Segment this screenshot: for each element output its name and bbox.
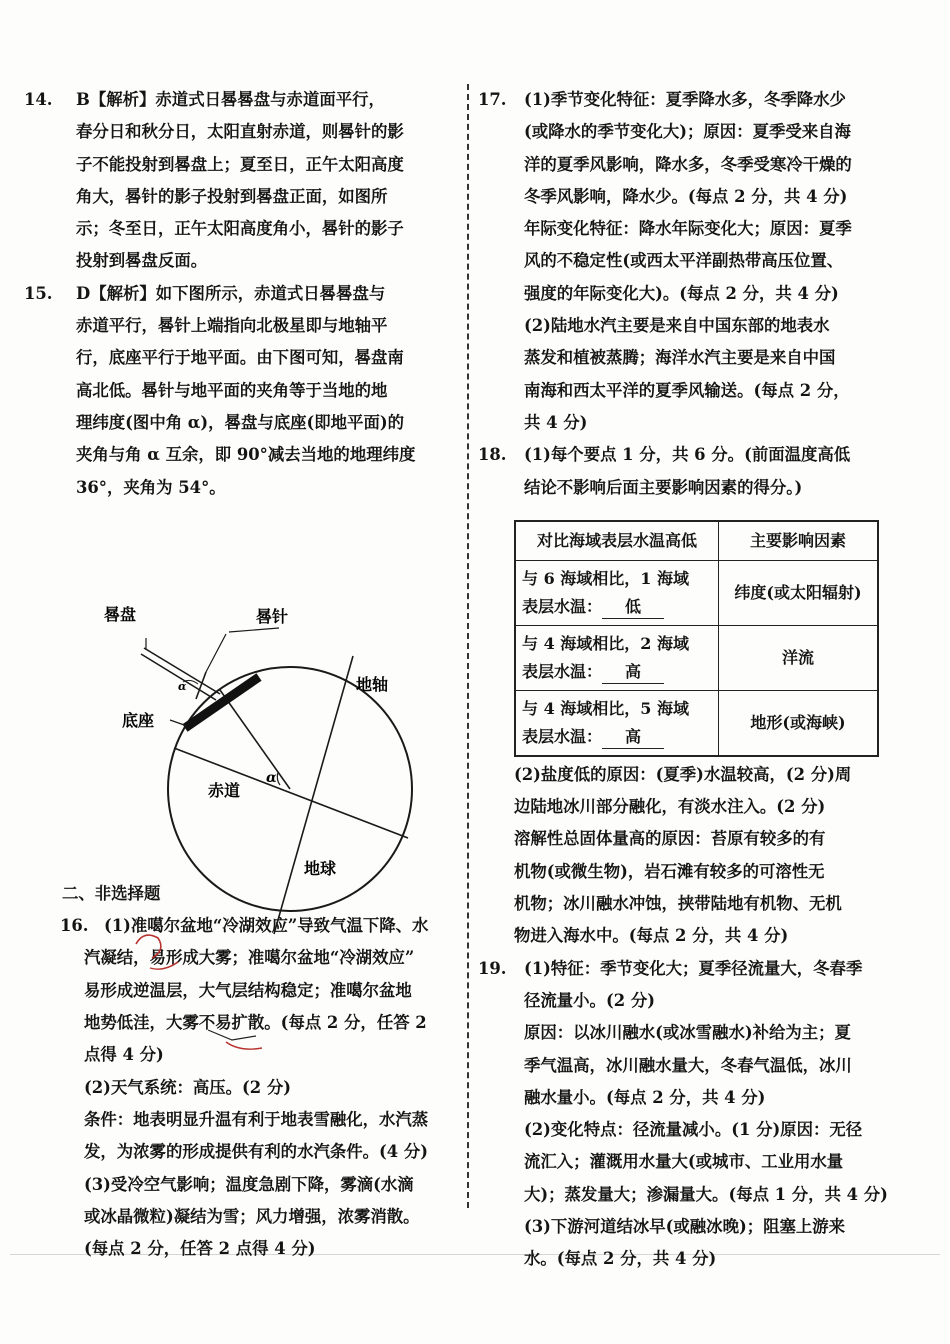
question-16-continued <box>24 942 464 1265</box>
text-line: 发，为浓雾的形成提供有利的水汽条件。(4 分) <box>84 1142 429 1162</box>
text-line: 赤道平行，晷针上端指向北极星即与地轴平 <box>76 316 388 336</box>
text-line: 点得 4 分) <box>84 1045 164 1065</box>
text-line: 融水量小。(每点 2 分，共 4 分) <box>524 1087 766 1107</box>
text-line: 行，底座平行于地平面。由下图可知，晷盘南 <box>76 348 404 368</box>
text-line: 冬季风影响，降水少。(每点 2 分，共 4 分) <box>524 186 848 206</box>
cell-line: 表层水温： <box>522 661 603 681</box>
column-divider <box>467 84 469 1208</box>
question-number: 19. <box>478 958 507 978</box>
question-19 <box>478 953 908 1276</box>
gnomon-upper <box>206 634 226 672</box>
text-line: (1)每个要点 1 分，共 6 分。(前面温度高低 <box>524 445 851 465</box>
question-15 <box>24 278 464 504</box>
text-line: D【解析】如下图所示，赤道式日晷晷盘与 <box>76 283 386 303</box>
question-number: 16. <box>60 916 89 936</box>
text-line: 角大，晷针的影子投射到晷盘正面，如图所 <box>76 186 388 206</box>
question-17 <box>478 84 908 439</box>
question-number: 15. <box>24 283 53 303</box>
text-line: 年际变化特征：降水年际变化大；原因：夏季 <box>524 219 852 239</box>
text-line: (2)天气系统：高压。(2 分) <box>84 1077 292 1097</box>
base-label: 底座 <box>122 710 155 730</box>
answer-blank: 高 <box>602 726 664 749</box>
diagram-spacer <box>24 844 464 878</box>
text-line: 强度的年际变化大)。(每点 2 分，共 4 分) <box>524 283 839 303</box>
text-line: 投射到晷盘反面。 <box>76 251 208 271</box>
text-line: 径流量小。(2 分) <box>524 990 655 1010</box>
text-line: 流汇入；灌溉用水量大(或城市、工业用水量 <box>524 1152 844 1172</box>
table-header: 对比海域表层水温高低 <box>515 521 719 561</box>
cell-line: 与 4 海域相比，5 海域 <box>522 698 689 718</box>
text-line: 机物；冰川融水冲蚀，挟带陆地有机物、无机 <box>514 894 842 914</box>
needle-label: 晷针 <box>256 606 289 626</box>
text-line: 春分日和秋分日，太阳直射赤道，则晷针的影 <box>76 122 404 142</box>
needle-leader-line <box>229 628 279 632</box>
sea-temperature-table <box>514 520 879 757</box>
question-14 <box>24 84 464 278</box>
right-column <box>478 84 908 1276</box>
text-line: 风的不稳定性(或西太平洋副热带高压位置、 <box>524 251 844 271</box>
answer-text <box>524 439 908 504</box>
question-number: 14. <box>24 90 53 109</box>
left-column <box>24 84 464 1265</box>
text-line: 溶解性总固体量高的原因：苔原有较多的有 <box>514 829 826 849</box>
text-line: (2)变化特点：径流量减小。(1 分)原因：无径 <box>524 1120 863 1140</box>
text-line: 子不能投射到晷盘上；夏至日，正午太阳高度 <box>76 154 404 174</box>
text-line: 水。(每点 2 分，共 4 分) <box>524 1249 717 1269</box>
text-line: 边陆地冰川部分融化，有淡水注入。(2 分) <box>514 797 826 817</box>
sundial-base <box>185 677 259 728</box>
text-line: 地势低洼，大雾不易扩散。(每点 2 分，任答 2 <box>84 1013 427 1033</box>
section-heading: 二、非选择题 <box>62 883 161 903</box>
text-line: (1)季节变化特征：夏季降水多，冬季降水少 <box>524 90 846 109</box>
table-row <box>515 560 878 625</box>
answer-text <box>76 84 464 278</box>
comparison-cell <box>515 625 719 690</box>
question-18-part-2 <box>478 759 908 953</box>
answer-text <box>524 953 908 1276</box>
text-line: 易形成逆温层，大气层结构稳定；准噶尔盆地 <box>84 980 412 1000</box>
cell-line: 与 6 海域相比，1 海域 <box>522 568 689 588</box>
text-line: 共 4 分) <box>524 412 588 432</box>
text-line: B【解析】赤道式日晷晷盘与赤道面平行， <box>76 90 385 109</box>
answer-text <box>524 84 908 439</box>
text-line: (2)盐度低的原因：(夏季)水温较高，(2 分)周 <box>514 764 852 784</box>
text-line: 南海和西太平洋的夏季风输送。(每点 2 分， <box>524 380 850 400</box>
cell-line: 与 4 海域相比，2 海域 <box>522 633 689 653</box>
text-line: 原因：以冰川融水(或冰雪融水)补给为主；夏 <box>524 1023 851 1043</box>
answer-blank: 低 <box>602 596 664 619</box>
equator-label: 赤道 <box>208 780 241 800</box>
text-line: 蒸发和植被蒸腾；海洋水汽主要是来自中国 <box>524 348 836 368</box>
latitude-radius-line <box>220 690 290 789</box>
text-line: 36°，夹角为 54°。 <box>76 477 226 497</box>
dial-label: 晷盘 <box>104 604 137 624</box>
text-line: (每点 2 分，任答 2 点得 4 分) <box>84 1239 316 1259</box>
factor-cell: 地形(或海峡) <box>719 690 879 756</box>
table-row <box>515 690 878 756</box>
text-line: (3)受冷空气影响；温度急剧下降，雾滴(水滴 <box>84 1174 414 1194</box>
text-line: 机物(或微生物)，岩石滩有较多的可溶性无 <box>514 861 825 881</box>
text-line: (1)准噶尔盆地“冷湖效应”导致气温下降、水 <box>104 916 429 936</box>
text-line: 结论不影响后面主要影响因素的得分。) <box>524 477 803 497</box>
text-line: 大)；蒸发量大；渗漏量大。(每点 1 分，共 4 分) <box>524 1184 888 1204</box>
text-line: 或冰晶微粒)凝结为雪；风力增强，浓雾消散。 <box>84 1206 420 1226</box>
question-number: 18. <box>478 445 507 465</box>
axis-label: 地轴 <box>356 674 389 694</box>
question-16 <box>24 910 464 942</box>
text-line: 条件：地表明显升温有利于地表雪融化，水汽蒸 <box>84 1109 429 1129</box>
table-header-row <box>515 521 878 561</box>
text-line: (或降水的季节变化大)；原因：夏季受来自海 <box>524 122 851 142</box>
factor-cell: 纬度(或太阳辐射) <box>719 560 879 625</box>
cell-line: 表层水温： <box>522 596 603 616</box>
text-line: 物进入海水中。(每点 2 分，共 4 分) <box>514 926 789 946</box>
comparison-cell <box>515 560 719 625</box>
text-line: (3)下游河道结冰早(或融冰晚)；阻塞上游来 <box>524 1217 846 1237</box>
sundial-svg <box>24 504 464 878</box>
text-line: 夹角与角 α 互余，即 90°减去当地的地理纬度 <box>76 445 416 465</box>
question-18 <box>478 439 908 504</box>
table-row <box>515 625 878 690</box>
alpha-small-label: α <box>178 679 187 693</box>
text-line: 洋的夏季风影响，降水多，冬季受寒冷干燥的 <box>524 154 852 174</box>
text-line: 汽凝结，易形成大雾；准噶尔盆地“冷湖效应” <box>84 948 415 968</box>
text-line: (1)特征：季节变化大；夏季径流量大，冬春季 <box>524 958 863 978</box>
earth-label: 地球 <box>304 858 337 878</box>
text-line: (2)陆地水汽主要是来自中国东部的地表水 <box>524 316 830 336</box>
answer-text <box>104 910 464 942</box>
answer-blank: 高 <box>602 661 664 684</box>
cell-line: 表层水温： <box>522 726 603 746</box>
table-header: 主要影响因素 <box>719 521 879 561</box>
question-number: 17. <box>478 90 507 109</box>
answer-text <box>76 278 464 504</box>
text-line: 高北低。晷针与地平面的夹角等于当地的地 <box>76 380 388 400</box>
alpha-label: α <box>266 769 277 786</box>
text-line: 示；冬至日，正午太阳高度角小，晷针的影子 <box>76 219 404 239</box>
sundial-diagram <box>24 504 464 878</box>
comparison-cell <box>515 690 719 756</box>
text-line: 季气温高，冰川融水量大，冬春气温低，冰川 <box>524 1055 852 1075</box>
factor-cell: 洋流 <box>719 625 879 690</box>
text-line: 理纬度(图中角 α)，晷盘与底座(即地平面)的 <box>76 412 404 432</box>
